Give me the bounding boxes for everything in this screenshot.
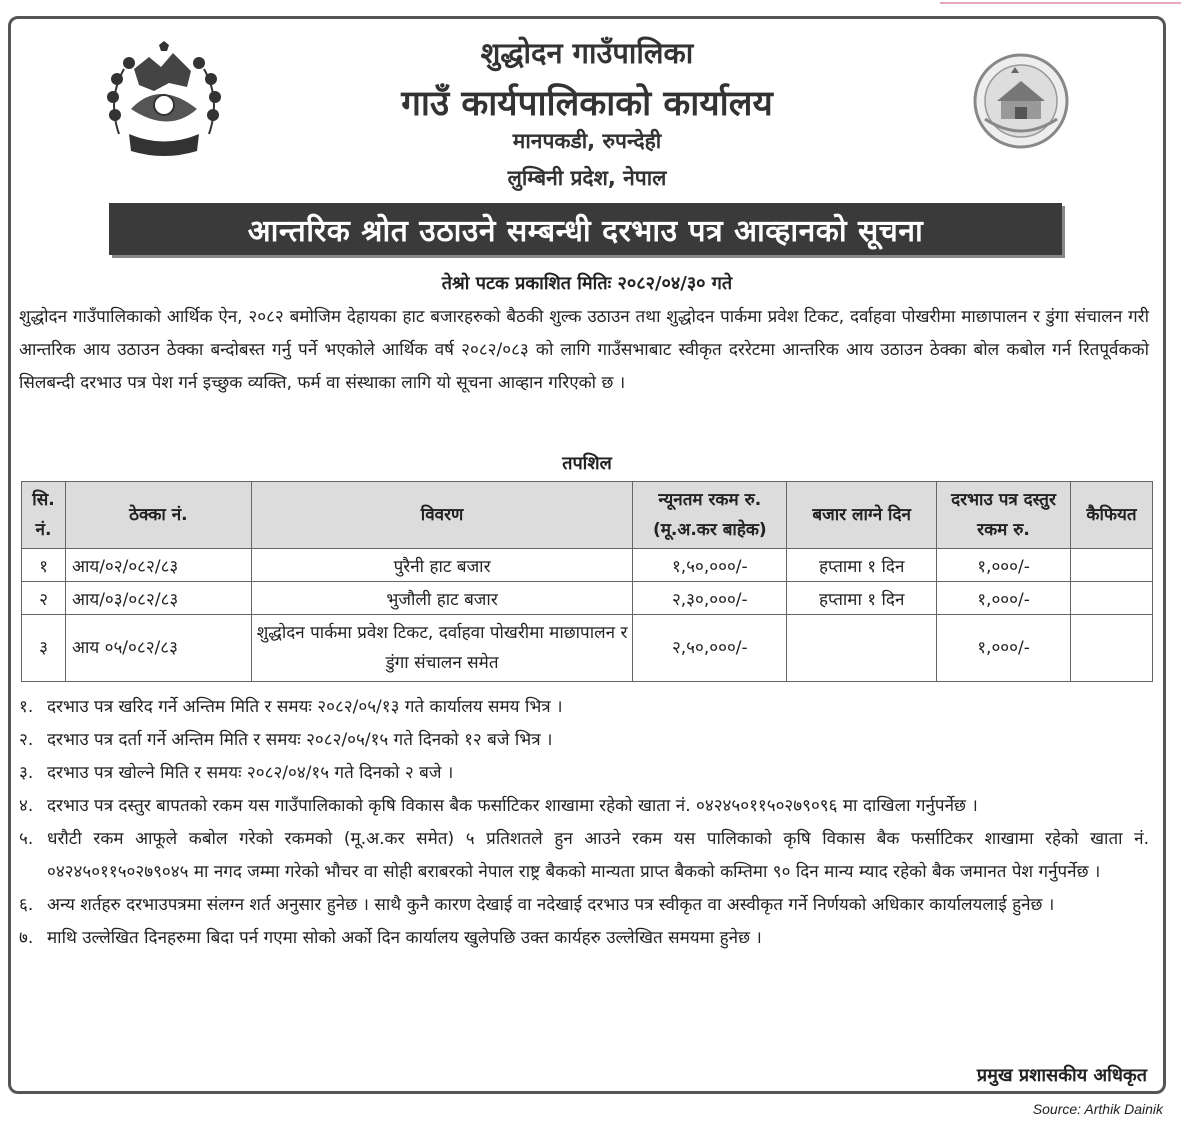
cell-fee: १,०००/- bbox=[937, 615, 1071, 682]
cell-min-amount: २,३०,०००/- bbox=[633, 582, 787, 615]
office-province: लुम्बिनी प्रदेश, नेपाल bbox=[507, 166, 667, 190]
top-accent-line bbox=[940, 0, 1181, 4]
cell-fee: १,०००/- bbox=[937, 549, 1071, 582]
cell-contract-no: आय/०२/०८२/८३ bbox=[65, 549, 251, 582]
list-item bbox=[19, 790, 1149, 823]
cell-sn: २ bbox=[22, 582, 66, 615]
municipality-name: शुद्धोदन गाउँपालिका bbox=[480, 36, 694, 70]
publish-date: तेश्रो पटक प्रकाशित मितिः २०८२/०४/३० गते bbox=[441, 273, 733, 294]
list-item-text: माथि उल्लेखित दिनहरुमा बिदा पर्न गएमा सोको अर्को दिन कार्यालय खुलेपछि उक्त कार्यहरु उल्लेखित समयमा हुनेछ । bbox=[47, 928, 762, 948]
cell-min-amount: २,५०,०००/- bbox=[633, 615, 787, 682]
notice-frame bbox=[8, 16, 1166, 1094]
cell-fee: १,०००/- bbox=[937, 582, 1071, 615]
table-row bbox=[22, 582, 1153, 615]
office-name: गाउँ कार्यपालिकाको कार्यालय bbox=[401, 84, 773, 124]
list-item bbox=[19, 823, 1149, 889]
header-min-amount: न्यूनतम रकम रु. (मू.अ.कर बाहेक) bbox=[633, 482, 787, 549]
list-item-number: १. bbox=[19, 697, 34, 717]
header-sn: सि. नं. bbox=[22, 482, 66, 549]
list-item bbox=[19, 922, 1149, 955]
list-item-text: दरभाउ पत्र खोल्ने मिति र समयः २०८२/०४/१५ गते दिनको २ बजे । bbox=[47, 763, 454, 783]
cell-remarks bbox=[1070, 615, 1152, 682]
list-item-text: अन्य शर्तहरु दरभाउपत्रमा संलग्न शर्त अनुसार हुनेछ । साथै कुनै कारण देखाई वा नदेखाई दरभाउ पत्र स्वीकृत वा अस्वीकृत गर्ने निर्णयको अधिकार कार्यालयलाई हुनेछ । bbox=[47, 895, 1055, 915]
cell-sn: १ bbox=[22, 549, 66, 582]
cell-market-days: हप्तामा १ दिन bbox=[787, 549, 937, 582]
list-item-text: दरभाउ पत्र दस्तुर बापतको रकम यस गाउँपालिकाको कृषि विकास बैक फर्साटिकर शाखामा रहेको खाता नं. ०४२४५०११५०२७९०९६ मा दाखिला गर्नुपर्नेछ । bbox=[47, 796, 978, 816]
header-contract-no: ठेक्का नं. bbox=[65, 482, 251, 549]
cell-details: भुजौली हाट बजार bbox=[251, 582, 633, 615]
signature-title: प्रमुख प्रशासकीय अधिकृत bbox=[976, 1065, 1147, 1086]
list-item bbox=[19, 889, 1149, 922]
table-row bbox=[22, 615, 1153, 682]
cell-contract-no: आय ०५/०८२/८३ bbox=[65, 615, 251, 682]
table-header-row bbox=[22, 482, 1153, 549]
list-item-number: ७. bbox=[19, 928, 34, 948]
cell-details: पुरैनी हाट बजार bbox=[251, 549, 633, 582]
notice-conditions-list bbox=[19, 691, 1149, 955]
list-item-text: दरभाउ पत्र खरिद गर्ने अन्तिम मिति र समयः २०८२/०५/१३ गते कार्यालय समय भित्र । bbox=[47, 697, 563, 717]
cell-market-days: हप्तामा १ दिन bbox=[787, 582, 937, 615]
cell-remarks bbox=[1070, 582, 1152, 615]
list-item-number: ६. bbox=[19, 895, 34, 915]
list-item bbox=[19, 757, 1149, 790]
list-item-text: धरौटी रकम आफूले कबोल गरेको रकमको (मू.अ.कर समेत) ५ प्रतिशतले हुन आउने रकम यस पालिकाको कृषि विकास बैक फर्साटिकर शाखामा रहेको खाता नं. ०४२४५०११५०२७९०४५ मा नगद जम्मा गरेको भौचर वा सोही बराबरको नेपाल राष्ट्र बैकको मान्यता प्राप्त बैकको कम्तिमा ९० दिन मान्य म्याद रहेको बैक जमानत पेश गर्नुपर्नेछ । bbox=[47, 829, 1149, 882]
cell-min-amount: १,५०,०००/- bbox=[633, 549, 787, 582]
list-item-number: ५. bbox=[19, 829, 34, 849]
cell-contract-no: आय/०३/०८२/८३ bbox=[65, 582, 251, 615]
list-item-number: ४. bbox=[19, 796, 34, 816]
list-item bbox=[19, 691, 1149, 724]
list-item-number: २. bbox=[19, 730, 34, 750]
header-details: विवरण bbox=[251, 482, 633, 549]
intro-paragraph: शुद्धोदन गाउँपालिकाको आर्थिक ऐन, २०८२ बमोजिम देहायका हाट बजारहरुको बैठकी शुल्क उठाउन तथा शुद्धोदन पार्कमा प्रवेश टिकट, दर्वाहवा पोखरीमा माछापालन र डुंगा संचालन गरी आन्तरिक आय उठाउन ठेक्का बन्दोबस्त गर्नु पर्ने भएकोले आर्थिक वर्ष २०८२/०८३ को लागि गाउँसभाबाट स्वीकृत दररेटमा आन्तरिक आय उठाउन ठेक्का बोल कबोल गर्न रितपूर्वकको सिलबन्दी दरभाउ पत्र पेश गर्न इच्छुक व्यक्ति, फर्म वा संस्थाका लागि यो सूचना आव्हान गरिएको छ । bbox=[19, 307, 1149, 393]
list-item-number: ३. bbox=[19, 763, 34, 783]
header-remarks: कैफियत bbox=[1070, 482, 1152, 549]
header-fee: दरभाउ पत्र दस्तुर रकम रु. bbox=[937, 482, 1071, 549]
table-title: तपशिल bbox=[562, 453, 612, 474]
cell-sn: ३ bbox=[22, 615, 66, 682]
source-credit: Source: Arthik Dainik bbox=[1032, 1101, 1163, 1117]
cell-market-days bbox=[787, 615, 937, 682]
list-item-text: दरभाउ पत्र दर्ता गर्ने अन्तिम मिति र समयः २०८२/०५/१५ गते दिनको १२ बजे भित्र । bbox=[47, 730, 553, 750]
table-row bbox=[22, 549, 1153, 582]
cell-details: शुद्धोदन पार्कमा प्रवेश टिकट, दर्वाहवा पोखरीमा माछापालन र डुंगा संचालन समेत bbox=[251, 615, 633, 682]
office-address: मानपकडी, रुपन्देही bbox=[512, 129, 662, 153]
bid-table bbox=[21, 481, 1153, 682]
list-item bbox=[19, 724, 1149, 757]
header-market-days: बजार लाग्ने दिन bbox=[787, 482, 937, 549]
cell-remarks bbox=[1070, 549, 1152, 582]
notice-title-banner: आन्तरिक श्रोत उठाउने सम्बन्धी दरभाउ पत्र आव्हानको सूचना bbox=[109, 203, 1062, 255]
